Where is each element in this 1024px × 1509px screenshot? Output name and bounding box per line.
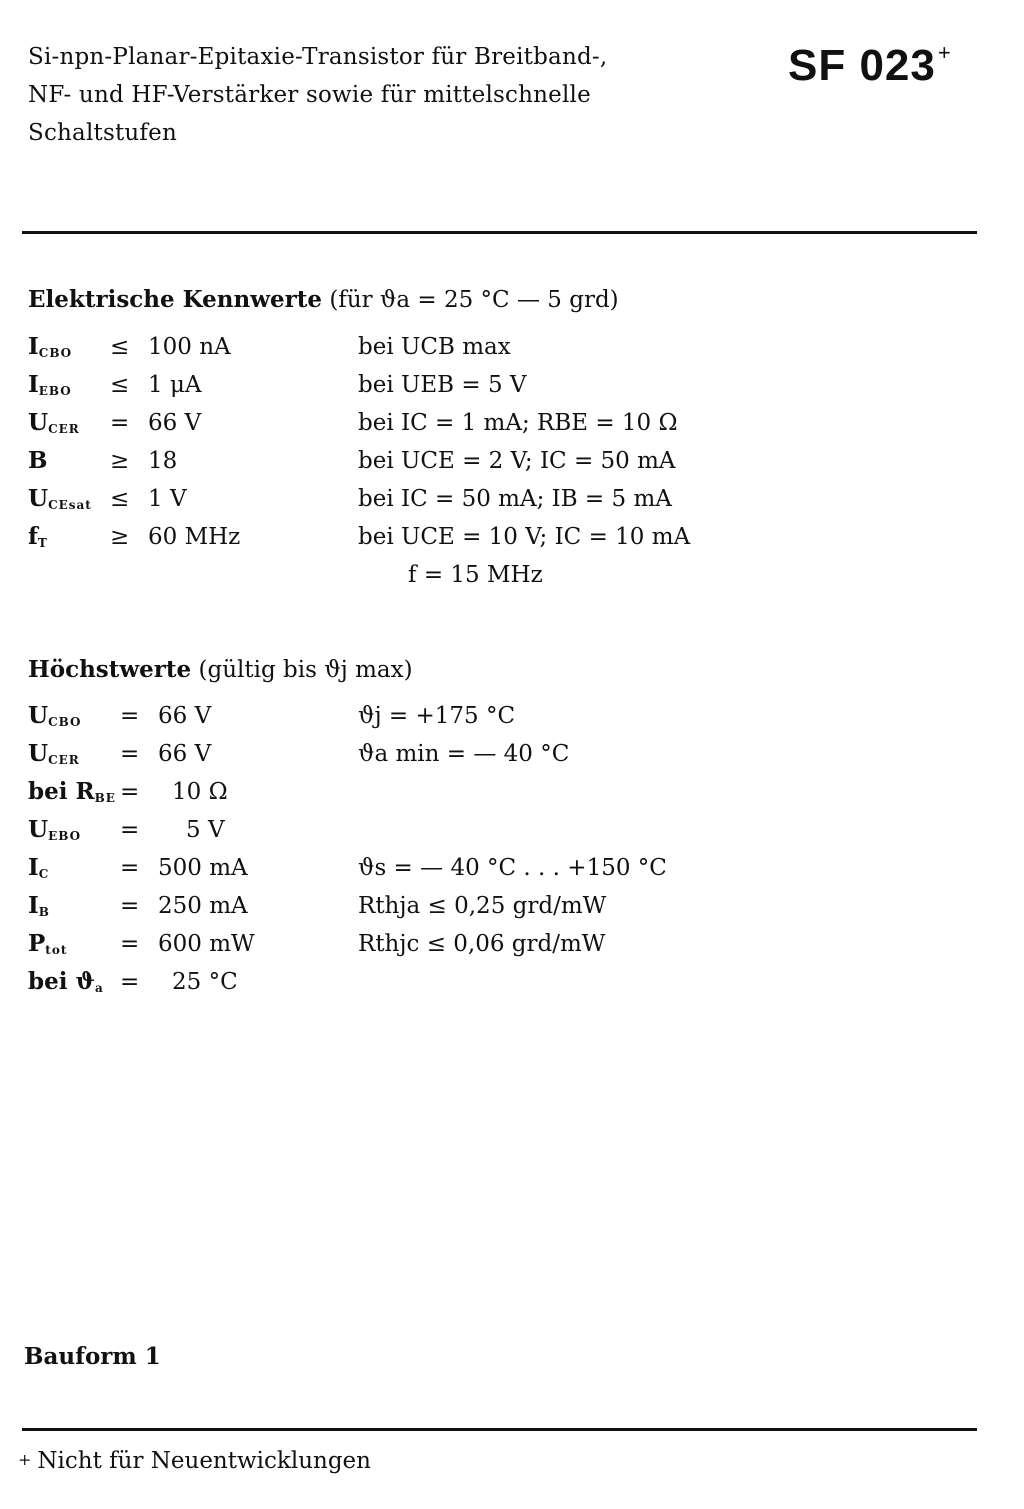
electrical-heading-rest: (für ϑa = 25 °C — 5 grd) [329,287,619,313]
rating-operator: = [120,779,140,805]
param-condition: bei UCE = 2 V; IC = 50 mA [358,448,676,474]
param-condition: bei IC = 1 mA; RBE = 10 Ω [358,410,678,436]
param-value: 60 MHz [148,524,241,550]
bottom-divider [22,1428,977,1431]
param-operator: ≤ [110,486,130,512]
electrical-heading-bold: Elektrische Kennwerte [28,286,323,313]
param-operator: ≥ [110,448,130,474]
param-symbol: B [28,447,48,474]
maximum-row [28,735,928,773]
rating-symbol: bei $R_{BE}$ [28,778,116,805]
footnote-marker: + [18,1450,32,1469]
rating-value: 10 Ω [172,779,228,805]
param-value: 66 V [148,410,202,436]
param-symbol: $I_{EBO}$ [28,371,72,398]
maximum-heading [28,656,413,683]
document-title [28,38,607,152]
param-operator: ≤ [110,372,130,398]
rating-symbol: $I_B$ [28,892,50,919]
rating-operator: = [120,931,140,957]
rating-symbol: $P_{tot}$ [28,930,68,957]
rating-symbol: $U_{CBO}$ [28,702,82,729]
title-line-1: Si-npn-Planar-Epitaxie-Transistor für Breitband-, [28,44,608,70]
maximum-row [28,887,928,925]
rating-operator: = [120,893,140,919]
maximum-heading-rest: (gültig bis ϑj max) [198,657,413,683]
rating-value: 5 V [186,817,225,843]
param-condition: bei IC = 50 mA; IB = 5 mA [358,486,672,512]
rating-value: 66 V [158,703,212,729]
param-value: 1 μA [148,372,202,398]
electrical-row [28,366,928,404]
part-number [788,40,952,91]
maximum-row [28,925,928,963]
param-symbol: $f_T$ [28,523,48,550]
rating-value: 500 mA [158,855,248,881]
rating-operator: = [120,817,140,843]
rating-symbol: $U_{EBO}$ [28,816,82,843]
param-symbol: $I_{CBO}$ [28,333,73,360]
electrical-row [28,518,928,556]
rating-value: 66 V [158,741,212,767]
rating-right: Rthjc ≤ 0,06 grd/mW [358,931,606,957]
rating-value: 250 mA [158,893,248,919]
param-condition: bei UCE = 10 V; IC = 10 mA [358,524,691,550]
rating-value: 25 °C [172,969,238,995]
part-marker: + [937,40,952,65]
electrical-row [28,556,928,594]
maximum-row [28,697,928,735]
param-operator: ≥ [110,524,130,550]
maximum-row [28,811,928,849]
rating-operator: = [120,969,140,995]
rating-operator: = [120,741,140,767]
electrical-heading [28,286,619,313]
electrical-row [28,328,928,366]
part-number-text: SF 023 [788,41,936,90]
electrical-row [28,442,928,480]
rating-symbol: bei $ϑ_a$ [28,968,104,995]
rating-value: 600 mW [158,931,255,957]
rating-symbol: $I_C$ [28,854,50,881]
footnote [18,1448,371,1474]
param-value: 100 nA [148,334,231,360]
top-divider [22,231,977,234]
rating-operator: = [120,703,140,729]
maximum-table [28,697,928,1007]
electrical-row [28,480,928,518]
param-symbol: $U_{CER}$ [28,409,80,436]
maximum-row [28,849,928,887]
param-operator: ≤ [110,334,130,360]
rating-right: ϑj = +175 °C [358,703,516,729]
electrical-table [28,328,928,598]
title-line-3: Schaltstufen [28,120,177,146]
rating-right: Rthja ≤ 0,25 grd/mW [358,893,607,919]
rating-operator: = [120,855,140,881]
title-line-2: NF- und HF-Verstärker sowie für mittelschnelle [28,82,591,108]
rating-right: ϑs = — 40 °C . . . +150 °C [358,855,667,881]
rating-symbol: $U_{CER}$ [28,740,80,767]
maximum-row [28,963,928,1001]
param-condition: bei UCB max [358,334,511,360]
param-condition: bei UEB = 5 V [358,372,527,398]
maximum-row [28,773,928,811]
param-value: 1 V [148,486,187,512]
bauform-label: Bauform 1 [24,1343,161,1370]
rating-right: ϑa min = — 40 °C [358,741,570,767]
electrical-row [28,404,928,442]
param-condition: f = 15 MHz [408,562,543,588]
param-operator: = [110,410,130,436]
footnote-text: Nicht für Neuentwicklungen [37,1448,371,1474]
maximum-heading-bold: Höchstwerte [28,656,192,683]
param-symbol: $U_{CEsat}$ [28,485,92,512]
param-value: 18 [148,448,178,474]
